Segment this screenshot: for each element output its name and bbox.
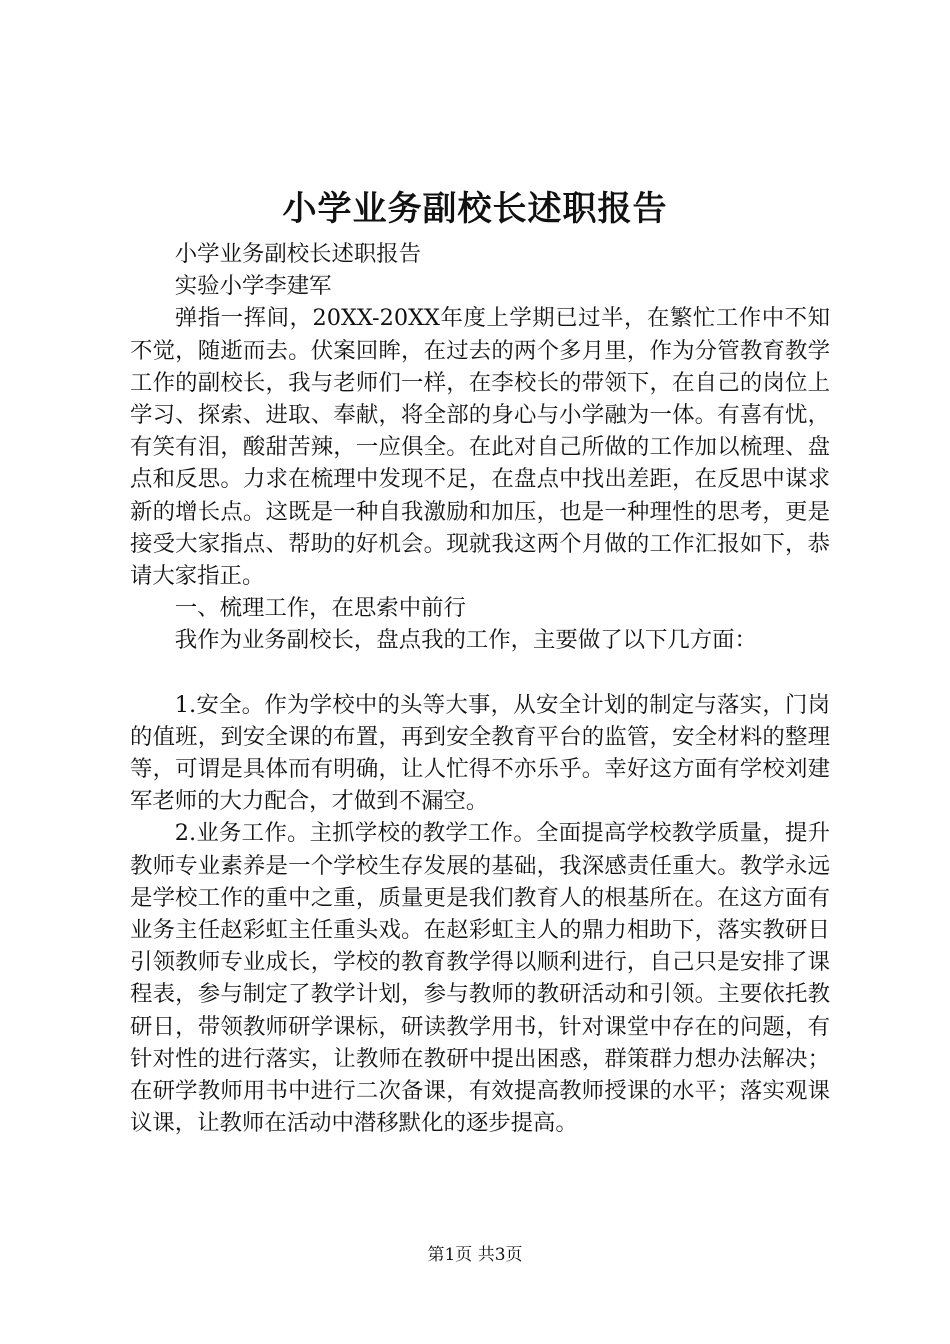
paragraph-subtitle: 小学业务副校长述职报告 (174, 241, 422, 267)
paragraph-item-teaching: 2.业务工作。主抓学校的教学工作。全面提高学校教学质量，提升教师专业素养是一个学校生存发展的基础，我深感责任重大。教学永远是学校工作的重中之重，质量更是我们教育人的根基所在。在这方面有业务主任赵彩虹主任重头戏。在赵彩虹主人的鼎力相助下，落实教研日引领教师专业成长，学校的教育教学得以顺利进行，自己只是安排了课程表，参与制定了教学计划，参与教师的教研活动和引领。主要依托教研日，带领教师研学课标，研读教学用书，针对课堂中存在的问题，有针对性的进行落实，让教师在教研中提出困惑，群策群力想办法解决；在研学教师用书中进行二次备课，有效提高教师授课的水平；落实观课议课，让教师在活动中潜移默化的逐步提高。 (130, 820, 830, 1137)
section-heading-1: 一、梳理工作，在思索中前行 (174, 595, 466, 622)
document-title: 小学业务副校长述职报告 (282, 189, 668, 229)
paragraph-overview: 我作为业务副校长，盘点我的工作，主要做了以下几方面： (174, 627, 757, 654)
document-body (130, 238, 830, 1139)
paragraph-intro: 弹指一挥间，20XX-20XX年度上学期已过半，在繁忙工作中不知不觉，随逝而去。伏案回眸，在过去的两个多月里，作为分管教育教学工作的副校长，我与老师们一样，在李校长的带领下，在自己的岗位上学习、探索、进取、奉献，将全部的身心与小学融为一体。有喜有忧，有笑有泪，酸甜苦辣，一应俱全。在此对自己所做的工作加以梳理、盘点和反思。力求在梳理中发现不足，在盘点中找出差距，在反思中谋求新的增长点。这既是一种自我激励和加压，也是一种理性的思考，更是接受大家指点、帮助的好机会。现就我这两个月做的工作汇报如下，恭请大家指正。 (130, 305, 830, 590)
paragraph-author: 实验小学李建军 (174, 273, 332, 300)
page-footer: 第1页 共3页 (427, 1245, 523, 1265)
paragraph-item-safety: 1.安全。作为学校中的头等大事，从安全计划的制定与落实，门岗的值班，到安全课的布置，再到安全教育平台的监管，安全材料的整理等，可谓是具体而有明确，让人忙得不亦乐乎。幸好这方面有学校刘建军老师的大力配合，才做到不漏空。 (130, 691, 830, 815)
